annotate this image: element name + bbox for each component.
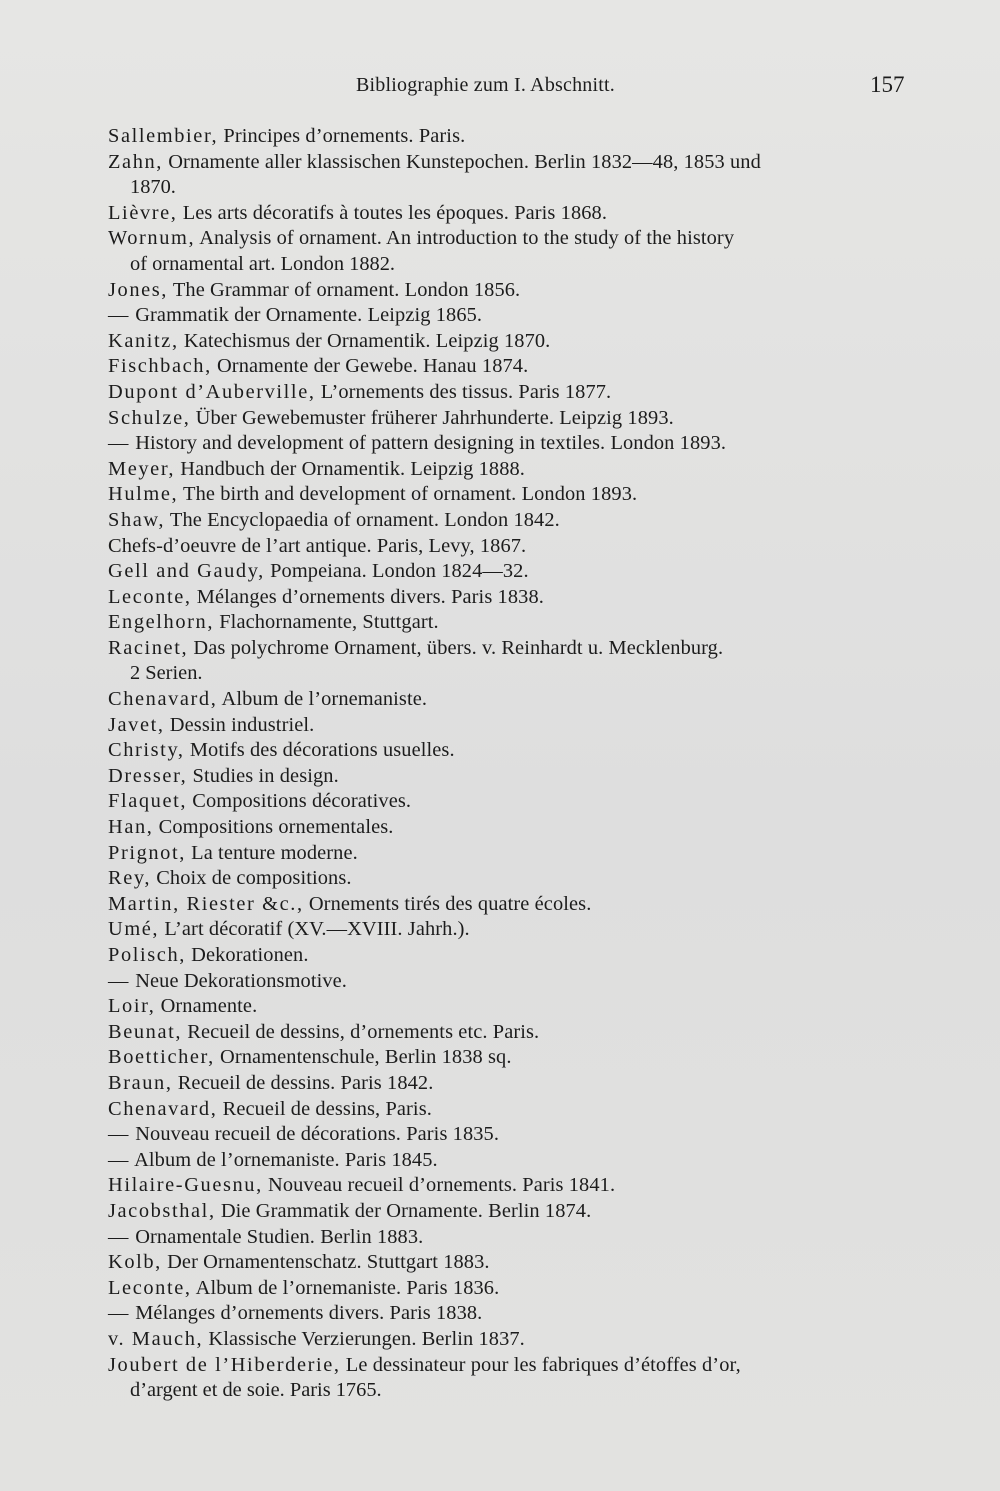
bibliography-entry xyxy=(0,610,923,636)
entry-author: Dresser, xyxy=(108,764,188,787)
bibliography-entry xyxy=(0,1045,923,1071)
entry-author: Joubert de l’Hiberderie, xyxy=(108,1353,341,1376)
entry-text: Neue Dekorationsmotive. xyxy=(130,969,348,992)
entry-text: Mélanges d’ornements divers. Paris 1838. xyxy=(191,585,544,608)
entry-text: Ornamentenschule, Berlin 1838 sq. xyxy=(214,1046,512,1069)
running-title: Bibliographie zum I. Abschnitt. xyxy=(356,74,615,96)
entry-author: Han, xyxy=(108,816,154,839)
entry-text: The birth and development of ornament. London 1893. xyxy=(178,483,638,506)
bibliography-entry xyxy=(0,917,923,943)
entry-text: Ornements tirés des quatre écoles. xyxy=(303,892,592,915)
entry-author: Dupont d’Auberville, xyxy=(108,380,316,403)
entry-text: Recueil de dessins, d’ornements etc. Paris. xyxy=(182,1020,540,1043)
bibliography-list xyxy=(0,124,1000,1404)
entry-author: Engelhorn, xyxy=(108,611,215,634)
entry-author: Lièvre, xyxy=(108,201,178,224)
entry-text: Grammatik der Ornamente. Leipzig 1865. xyxy=(130,304,483,327)
entry-text: Choix de compositions. xyxy=(151,867,352,890)
entry-author: — xyxy=(108,1148,130,1171)
entry-text: Pompeiana. London 1824—32. xyxy=(264,560,529,583)
entry-author: — xyxy=(108,1225,130,1248)
bibliography-entry xyxy=(0,1199,923,1225)
entry-text: Über Gewebemuster früherer Jahrhunderte. Leipzig 1893. xyxy=(190,406,674,429)
entry-author: Beunat, xyxy=(108,1020,183,1043)
bibliography-entry xyxy=(0,457,923,483)
bibliography-entry xyxy=(0,687,923,713)
page-number: 157 xyxy=(870,72,905,97)
bibliography-entry xyxy=(0,278,923,304)
entry-author: Schulze, xyxy=(108,406,191,429)
entry-text: Die Grammatik der Ornamente. Berlin 1874. xyxy=(215,1199,592,1222)
bibliography-entry xyxy=(0,585,923,611)
bibliography-entry xyxy=(0,559,923,585)
bibliography-entry xyxy=(0,1097,923,1123)
entry-text: Mélanges d’ornements divers. Paris 1838. xyxy=(130,1302,483,1325)
entry-author: Umé, xyxy=(108,918,160,941)
entry-continuation: 2 Serien. xyxy=(130,662,203,685)
entry-author: Flaquet, xyxy=(108,790,188,813)
entry-text: Klassische Verzierungen. Berlin 1837. xyxy=(203,1327,525,1350)
entry-author: Shaw, xyxy=(108,508,166,531)
entry-author: Gell and Gaudy, xyxy=(108,560,265,583)
entry-author: — xyxy=(108,304,130,327)
entry-author: Leconte, xyxy=(108,1276,192,1299)
bibliography-entry xyxy=(0,124,923,150)
bibliography-entry xyxy=(0,738,923,764)
entry-author: Jones, xyxy=(108,278,169,301)
bibliography-entry xyxy=(0,431,923,457)
bibliography-entry xyxy=(0,969,923,995)
entry-text: Der Ornamentenschatz. Stuttgart 1883. xyxy=(161,1251,490,1274)
entry-text: Ornamente der Gewebe. Hanau 1874. xyxy=(211,355,529,378)
entry-text: Album de l’ornemaniste. xyxy=(217,688,428,711)
bibliography-entry xyxy=(0,1122,923,1148)
entry-author: Christy, xyxy=(108,739,185,762)
entry-text: Le dessinateur pour les fabriques d’étoffes d’or, xyxy=(340,1353,741,1376)
entry-text: Ornamente. xyxy=(155,995,258,1018)
entry-text: The Encyclopaedia of ornament. London 1842. xyxy=(165,508,560,531)
bibliography-entry xyxy=(0,841,923,867)
entry-author: Hulme, xyxy=(108,483,179,506)
bibliography-entry xyxy=(0,1353,923,1404)
entry-text: Das polychrome Ornament, übers. v. Reinhardt u. Mecklenburg. xyxy=(188,636,724,659)
bibliography-entry xyxy=(0,866,923,892)
entry-continuation: d’argent et de soie. Paris 1765. xyxy=(130,1379,382,1402)
entry-author: Hilaire-Guesnu, xyxy=(108,1174,263,1197)
entry-text: History and development of pattern designing in textiles. London 1893. xyxy=(130,432,727,455)
bibliography-entry xyxy=(0,636,923,687)
entry-text: Compositions ornementales. xyxy=(153,816,394,839)
entry-author: Loir, xyxy=(108,995,156,1018)
bibliography-entry xyxy=(0,508,923,534)
entry-author: v. Mauch, xyxy=(108,1327,204,1350)
bibliography-entry xyxy=(0,354,923,380)
entry-author: Fischbach, xyxy=(108,355,212,378)
entry-text: Motifs des décorations usuelles. xyxy=(184,739,455,762)
entry-author: Wornum, xyxy=(108,227,196,250)
bibliography-entry xyxy=(0,764,923,790)
entry-author: — xyxy=(108,1123,130,1146)
bibliography-entry xyxy=(0,994,923,1020)
entry-author: Boetticher, xyxy=(108,1046,215,1069)
entry-text: Ornamentale Studien. Berlin 1883. xyxy=(130,1225,424,1248)
entry-author: Zahn, xyxy=(108,150,163,173)
bibliography-entry xyxy=(0,1071,923,1097)
bibliography-entry xyxy=(0,406,923,432)
entry-author: Javet, xyxy=(108,713,165,736)
entry-text: L’ornements des tissus. Paris 1877. xyxy=(315,380,612,403)
bibliography-entry xyxy=(0,1327,923,1353)
entry-text: Katechismus der Ornamentik. Leipzig 1870. xyxy=(178,329,551,352)
entry-author: Sallembier, xyxy=(108,125,219,147)
bibliography-entry xyxy=(0,150,923,201)
entry-author: — xyxy=(108,432,130,455)
entry-text: Album de l’ornemaniste. Paris 1845. xyxy=(130,1148,438,1171)
entry-text: Les arts décoratifs à toutes les époques. Paris 1868. xyxy=(177,201,608,224)
entry-text: La tenture moderne. xyxy=(185,841,358,864)
entry-text: Dessin industriel. xyxy=(164,713,315,736)
bibliography-entry xyxy=(0,943,923,969)
entry-text: Album de l’ornemaniste. Paris 1836. xyxy=(191,1276,500,1299)
entry-author: Racinet, xyxy=(108,636,189,659)
bibliography-entry xyxy=(0,892,923,918)
entry-author: Meyer, xyxy=(108,457,176,480)
bibliography-entry xyxy=(0,713,923,739)
bibliography-entry xyxy=(0,1276,923,1302)
bibliography-entry xyxy=(0,1148,923,1174)
page-header xyxy=(0,74,1000,104)
entry-author: Chenavard, xyxy=(108,688,218,711)
bibliography-entry xyxy=(0,1225,923,1251)
entry-author: Martin, Riester &c., xyxy=(108,892,304,915)
entry-author: Kanitz, xyxy=(108,329,179,352)
entry-text: Nouveau recueil d’ornements. Paris 1841. xyxy=(262,1174,616,1197)
bibliography-entry xyxy=(0,380,923,406)
bibliography-entry xyxy=(0,1301,923,1327)
bibliography-entry xyxy=(0,482,923,508)
entry-text: Studies in design. xyxy=(187,764,339,787)
bibliography-entry xyxy=(0,1020,923,1046)
bibliography-entry xyxy=(0,1173,923,1199)
entry-author: — xyxy=(108,969,130,992)
bibliography-entry xyxy=(0,226,923,277)
bibliography-entry xyxy=(0,534,923,560)
entry-text: L’art décoratif (XV.—XVIII. Jahrh.). xyxy=(159,918,470,941)
bibliography-entry xyxy=(0,201,923,227)
entry-continuation: 1870. xyxy=(130,176,176,199)
entry-author: Leconte, xyxy=(108,585,192,608)
entry-author: Polisch, xyxy=(108,944,186,966)
entry-author: Rey, xyxy=(108,867,152,890)
entry-text: Compositions décoratives. xyxy=(187,790,412,813)
bibliography-entry xyxy=(0,815,923,841)
entry-text: Flachornamente, Stuttgart. xyxy=(214,611,439,634)
entry-text: Handbuch der Ornamentik. Leipzig 1888. xyxy=(175,457,525,480)
entry-author: Chenavard, xyxy=(108,1097,218,1120)
entry-text: Recueil de dessins. Paris 1842. xyxy=(172,1071,434,1094)
entry-text: Analysis of ornament. An introduction to the study of the history xyxy=(195,227,735,250)
bibliography-entry xyxy=(0,1250,923,1276)
entry-text: Recueil de dessins, Paris. xyxy=(217,1097,432,1120)
entry-author: Jacobsthal, xyxy=(108,1199,216,1222)
entry-continuation: of ornamental art. London 1882. xyxy=(130,252,396,275)
entry-text: The Grammar of ornament. London 1856. xyxy=(168,278,521,301)
entry-text: Principes d’ornements. Paris. xyxy=(218,125,466,147)
entry-text: Chefs-d’oeuvre de l’art antique. Paris, Levy, 1867. xyxy=(108,534,527,557)
entry-author: Braun, xyxy=(108,1071,173,1094)
entry-author: Kolb, xyxy=(108,1251,162,1274)
bibliography-entry xyxy=(0,303,923,329)
entry-author: — xyxy=(108,1302,130,1325)
bibliography-entry xyxy=(0,329,923,355)
entry-text: Dekorationen. xyxy=(185,944,309,966)
entry-text: Ornamente aller klassischen Kunstepochen. Berlin 1832—48, 1853 und xyxy=(163,150,761,173)
entry-text: Nouveau recueil de décorations. Paris 1835. xyxy=(130,1123,500,1146)
bibliography-entry xyxy=(0,789,923,815)
entry-author: Prignot, xyxy=(108,841,186,864)
